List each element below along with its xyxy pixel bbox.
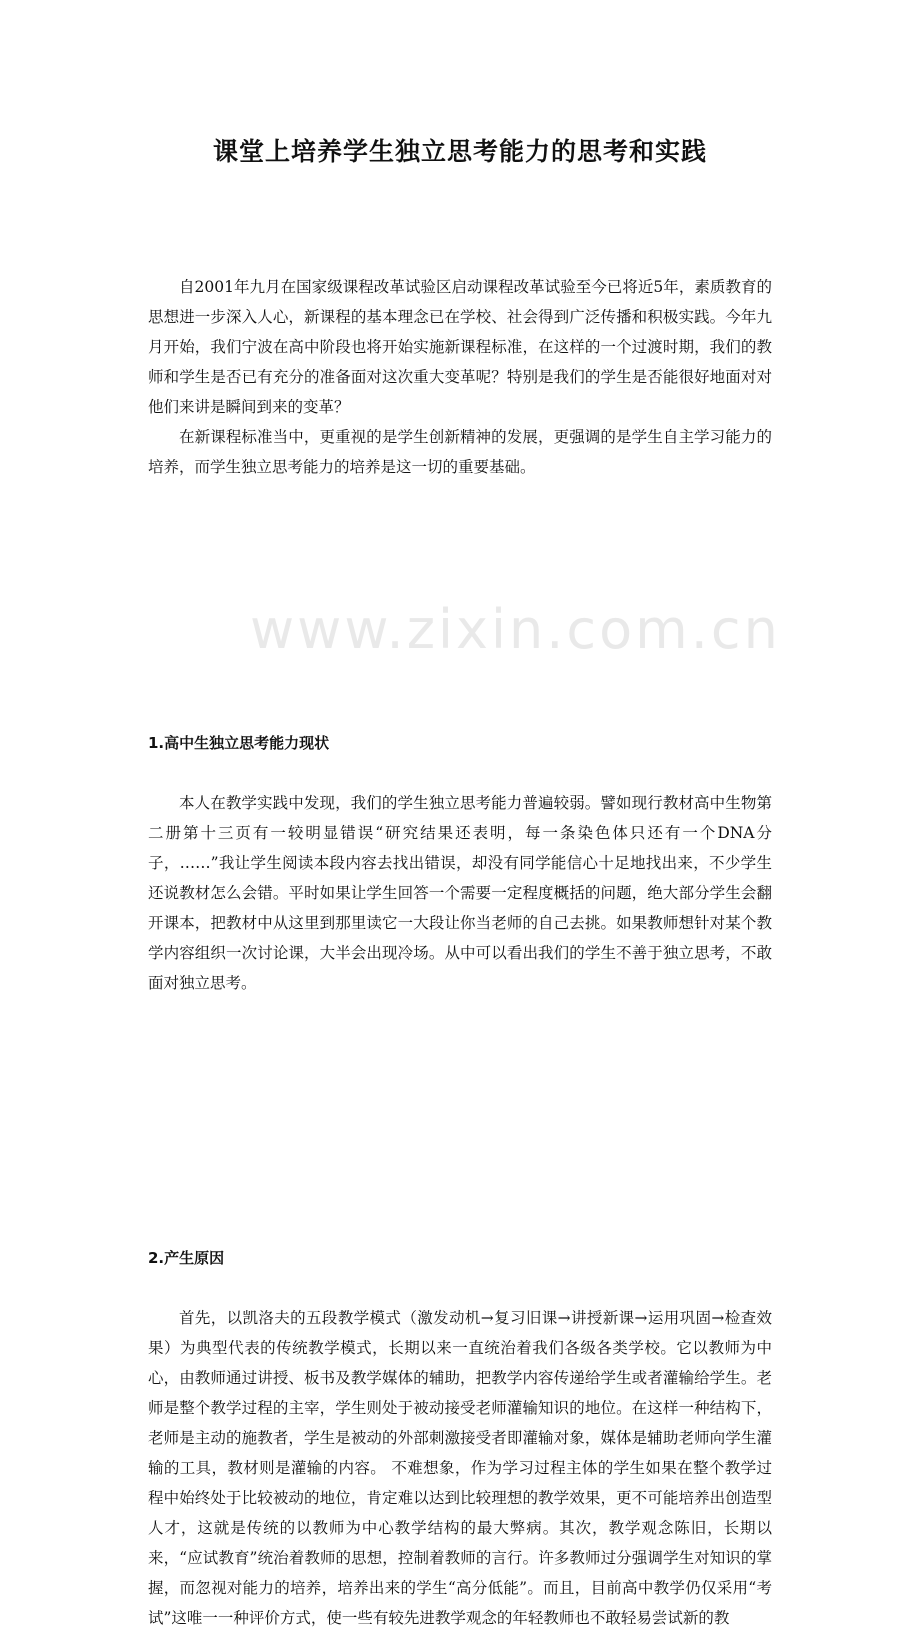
watermark: www.zixin.com.cn <box>250 598 781 661</box>
section-2-heading: 2.产生原因 <box>148 1249 225 1267</box>
intro-section <box>148 272 772 482</box>
intro-paragraph-1: 自2001年九月在国家级课程改革试验区启动课程改革试验至今已将近5年，素质教育的思想进一步深入人心，新课程的基本理念已在学校、社会得到广泛传播和积极实践。今年九月开始，我们宁波在高中阶段也将开始实施新课程标准，在这样的一个过渡时期，我们的教师和学生是否已有充分的准备面对这次重大变革呢？特别是我们的学生是否能很好地面对对他们来讲是瞬间到来的变革？ <box>148 278 772 416</box>
section-1-heading: 1.高中生独立思考能力现状 <box>148 734 330 752</box>
section-1-body <box>148 788 772 998</box>
document-title: 课堂上培养学生独立思考能力的思考和实践 <box>212 137 707 166</box>
section-1-paragraph-1: 本人在教学实践中发现，我们的学生独立思考能力普遍较弱。譬如现行教材高中生物第二册第十三页有一较明显错误“研究结果还表明，每一条染色体只还有一个DNA分子，……”我让学生阅读本段内容去找出错误，却没有同学能信心十足地找出来，不少学生还说教材怎么会错。平时如果让学生回答一个需要一定程度概括的问题，绝大部分学生会翻开课本，把教材中从这里到那里读它一大段让你当老师的自己去挑。如果教师想针对某个教学内容组织一次讨论课，大半会出现冷场。从中可以看出我们的学生不善于独立思考，不敢面对独立思考。 <box>148 794 772 992</box>
intro-paragraph-2: 在新课程标准当中，更重视的是学生创新精神的发展，更强调的是学生自主学习能力的培养，而学生独立思考能力的培养是这一切的重要基础。 <box>148 428 772 476</box>
section-2-body <box>148 1303 772 1633</box>
section-2-paragraph-1: 首先，以凯洛夫的五段教学模式（激发动机→复习旧课→讲授新课→运用巩固→检查效果）为典型代表的传统教学模式，长期以来一直统治着我们各级各类学校。它以教师为中心，由教师通过讲授、板书及教学媒体的辅助，把教学内容传递给学生或者灌输给学生。老师是整个教学过程的主宰，学生则处于被动接受老师灌输知识的地位。在这样一种结构下，老师是主动的施教者，学生是被动的外部刺激接受者即灌输对象，媒体是辅助老师向学生灌输的工具，教材则是灌输的内容。 不难想象，作为学习过程主体的学生如果在整个教学过程中始终处于比较被动的地位，肯定难以达到比较理想的教学效果，更不可能培养出创造型人才，这就是传统的以教师为中心教学结构的最大弊病。其次，教学观念陈旧，长期以来，“应试教育”统治着教师的思想，控制着教师的言行。许多教师过分强调学生对知识的掌握，而忽视对能力的培养，培养出来的学生“高分低能”。而且，目前高中教学仍仅采用“考试”这唯一一种评价方式，使一些有较先进教学观念的年轻教师也不敢轻易尝试新的教 <box>148 1309 772 1627</box>
